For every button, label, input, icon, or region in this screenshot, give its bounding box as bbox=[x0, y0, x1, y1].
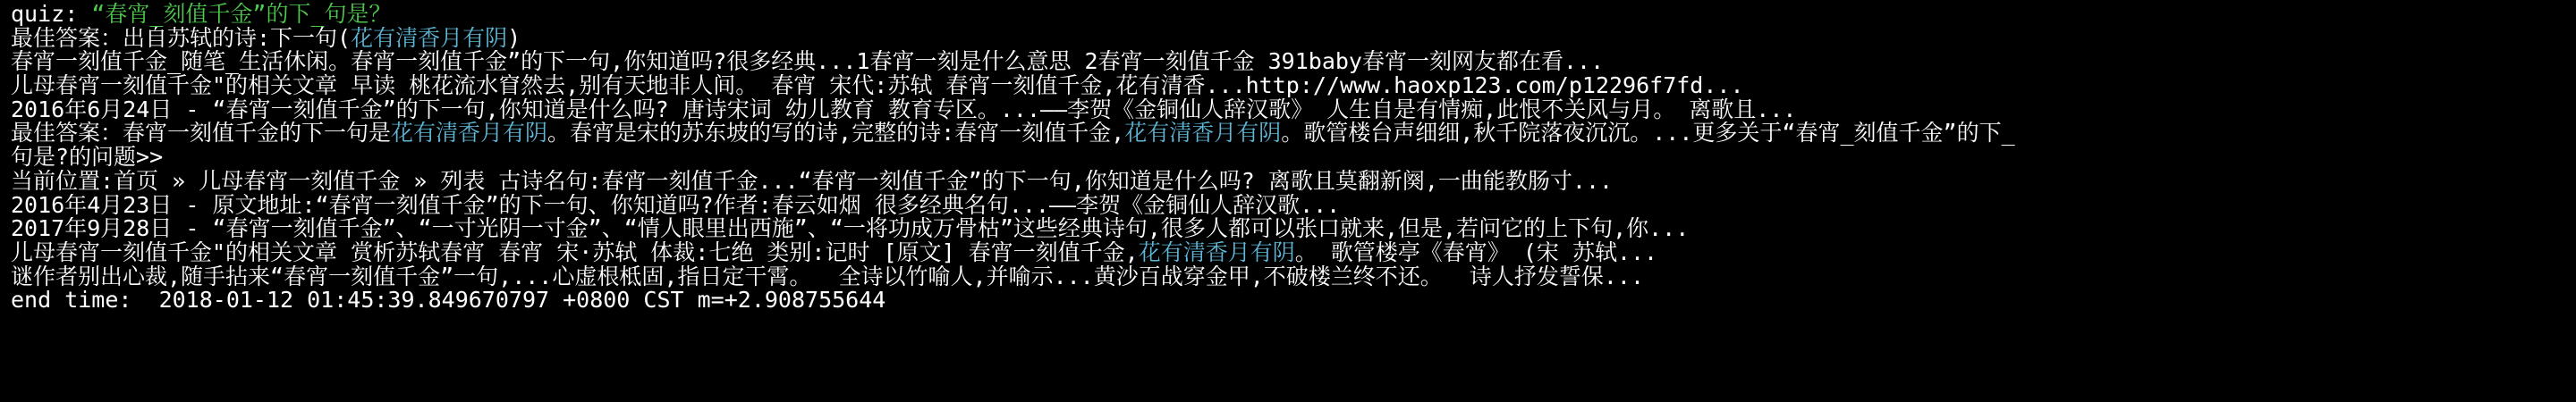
highlighted-answer: 花有清香月有阴 bbox=[1124, 121, 1282, 147]
terminal-text: 2016年6月24日 - “春宵一刻值千金”的下一句,你知道是什么吗?_唐诗宋词_幼儿教育_教育专区。...——李贺《金铜仙人辞汉歌》 人生自是有情痴,此恨不关风与月。 离歌且... bbox=[11, 97, 1797, 122]
terminal-text: 当前位置:首页 » 儿母春宵一刻值千金 » 列表 古诗名句:春宵一刻值千金...“春宵一刻值千金”的下一句,你知道是什么吗? 离歌且莫翻新阕,一曲能教肠寸... bbox=[11, 169, 1614, 194]
terminal-text: 句是?的问题>> bbox=[11, 146, 164, 170]
terminal-text: 春宵一刻值千金_随笔_生活休闲。春宵一刻值千金”的下一句,你知道吗?很多经典...1春宵一刻是什么意思 2春宵一刻值千金 391baby春宵一刻网友都在看... bbox=[11, 50, 1605, 75]
quiz-question: “春宵_刻值千金”的下_句是？ bbox=[91, 3, 392, 27]
terminal-line bbox=[11, 241, 2565, 265]
terminal-text: 最佳答案：出自苏轼的诗:下一句( bbox=[11, 26, 352, 51]
terminal-text: 。 歌管楼亭《春宵》 (宋 苏轼... bbox=[1294, 240, 1658, 265]
terminal-text: ) bbox=[507, 26, 521, 51]
terminal-output bbox=[11, 3, 2565, 313]
terminal-text: end time: 2018-01-12 01:45:39.849670797 +0800 CST m=+2.908755644 bbox=[11, 289, 886, 313]
terminal-text: 最佳答案：春宵一刻值千金的下一句是 bbox=[11, 121, 392, 147]
terminal-line bbox=[11, 3, 2565, 27]
terminal-text: 谜作者别出心裁,随手拈来“春宵一刻值千金”一句,...心虚根柢固,指日定干霄。 全诗以竹喻人,并喻示...黄沙百战穿金甲,不破楼兰终不还。 诗人抒发誓保... bbox=[11, 264, 1645, 289]
terminal-line bbox=[11, 98, 2565, 122]
terminal-line bbox=[11, 50, 2565, 74]
terminal-line bbox=[11, 146, 2565, 170]
terminal-text: quiz: bbox=[11, 3, 92, 27]
highlighted-answer: 花有清香月有阴 bbox=[1138, 240, 1295, 265]
terminal-line bbox=[11, 121, 2565, 146]
terminal-line bbox=[11, 27, 2565, 51]
terminal-line bbox=[11, 265, 2565, 289]
terminal-line bbox=[11, 217, 2565, 241]
terminal-text: 2017年9月28日 - “春宵一刻值千金”、“一寸光阴一寸金”、“情人眼里出西施”、“一将功成万骨枯”这些经典诗句,很多人都可以张口就来,但是,若问它的上下句,你... bbox=[11, 217, 1690, 241]
terminal-line bbox=[11, 289, 2565, 313]
terminal-text: 儿母春宵一刻值千金"的相关文章 赏析苏轼春宵 春宵 宋·苏轼 体裁:七绝 类别:记时 [原文] 春宵一刻值千金, bbox=[11, 240, 1139, 265]
terminal-text: 。春宵是宋的苏东坡的写的诗,完整的诗:春宵一刻值千金, bbox=[547, 121, 1125, 147]
terminal-text: 儿母春宵一刻值千金"的相关文章 早读 桃花流水窅然去,别有天地非人间。 春宵 宋代:苏轼 春宵一刻值千金,花有清香...http://www.haoxp123.com/p12296f7fd... bbox=[11, 74, 1744, 98]
highlighted-answer: 花有清香月有阴 bbox=[391, 121, 548, 147]
terminal-line bbox=[11, 170, 2565, 194]
terminal-line bbox=[11, 74, 2565, 98]
terminal-line bbox=[11, 194, 2565, 218]
highlighted-answer: 花有清香月有阴 bbox=[351, 26, 508, 51]
terminal-text: 。歌管楼台声细细,秋千院落夜沉沉。...更多关于“春宵_刻值千金”的下_ bbox=[1281, 121, 2015, 147]
terminal-text: 2016年4月23日 - 原文地址:“春宵一刻值千金”的下一句、你知道吗?作者:春云如烟 很多经典名句...——李贺《金铜仙人辞汉歌... bbox=[11, 193, 1341, 218]
